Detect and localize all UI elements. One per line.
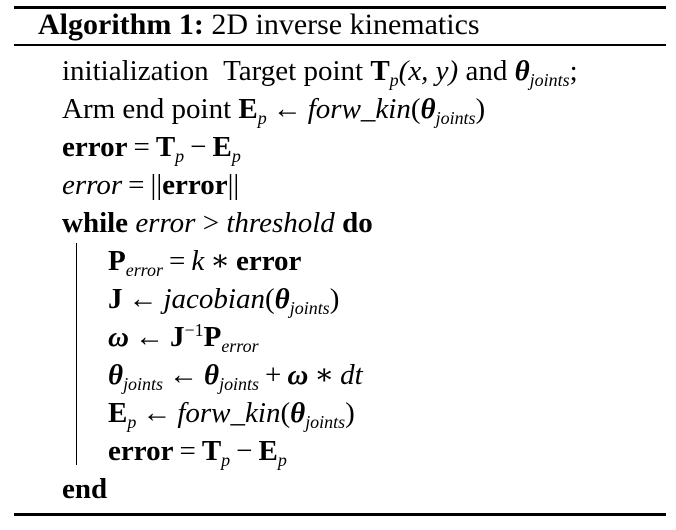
error-bold: error <box>62 131 128 163</box>
theta-symbol: θ <box>108 359 124 391</box>
close-paren: ) <box>345 397 355 429</box>
times: ∗ <box>314 359 335 391</box>
target-T: T <box>155 131 176 163</box>
loop-body-bar <box>76 243 77 465</box>
bottom-rule <box>14 513 666 516</box>
theta-symbol: θ <box>274 283 290 315</box>
J-symbol: J <box>169 321 185 353</box>
open-paren: ( <box>410 93 421 125</box>
error-bold: error <box>162 169 228 201</box>
norm-close: || <box>227 169 240 201</box>
algorithm-header <box>38 6 480 44</box>
threshold: threshold <box>226 207 335 239</box>
norm-open: || <box>150 169 163 201</box>
init-text: Target point <box>223 55 364 87</box>
left-arrow: ← <box>272 93 302 125</box>
open-paren: ( <box>280 397 291 429</box>
equals: = <box>169 245 186 277</box>
forw-kin-fn: forw_kin <box>177 397 281 429</box>
P-symbol: P <box>108 245 126 277</box>
error-sub: error <box>125 259 163 280</box>
init-keyword: initialization <box>62 55 209 87</box>
left-arrow: ← <box>134 321 164 353</box>
J-symbol: J <box>108 283 123 315</box>
inverse-sup: −1 <box>184 320 204 341</box>
arm-E: E <box>212 131 232 163</box>
equals: = <box>133 131 150 163</box>
line-jacobian <box>108 280 339 318</box>
joints-sub: joints <box>435 107 476 128</box>
times: ∗ <box>210 245 230 277</box>
joints-sub: joints <box>289 297 330 318</box>
close-paren: ) <box>475 93 486 125</box>
p-sub: p <box>127 411 137 432</box>
minus: − <box>236 435 253 467</box>
jacobian-fn: jacobian <box>163 283 265 315</box>
arm-E: E <box>258 435 278 467</box>
error-bold: error <box>235 245 302 277</box>
P-symbol: P <box>203 321 222 353</box>
arm-text: Arm end point <box>62 93 232 125</box>
line-while <box>62 204 373 242</box>
do-keyword: do <box>342 207 373 239</box>
line-omega <box>108 318 259 356</box>
plus: + <box>265 359 282 391</box>
error-italic: error <box>62 169 123 201</box>
line-p-error <box>108 242 301 280</box>
theta-symbol: θ <box>204 359 220 391</box>
line-error-update <box>108 432 287 470</box>
arm-E: E <box>108 397 128 429</box>
left-arrow: ← <box>142 397 172 429</box>
forw-kin-fn: forw_kin <box>307 93 411 125</box>
k-symbol: k <box>191 245 205 277</box>
joints-sub: joints <box>529 69 570 90</box>
theta-symbol: θ <box>420 93 436 125</box>
line-error-norm <box>62 166 239 204</box>
target-T: T <box>370 55 390 87</box>
header-rule <box>14 44 666 46</box>
p-sub: p <box>175 145 185 166</box>
algorithm-label: Algorithm 1: <box>38 8 204 41</box>
joints-sub: joints <box>219 373 260 394</box>
open-paren: ( <box>265 283 275 315</box>
algorithm-title: 2D inverse kinematics <box>211 8 480 41</box>
target-xy: (x, y) <box>398 55 459 87</box>
minus: − <box>190 131 207 163</box>
end-keyword: end <box>62 473 108 505</box>
left-arrow: ← <box>169 359 199 391</box>
target-p-sub: p <box>389 69 399 90</box>
while-keyword: while <box>62 207 129 239</box>
joints-sub: joints <box>305 411 346 432</box>
p-sub: p <box>231 145 241 166</box>
p-sub: p <box>277 449 287 470</box>
dt-symbol: dt <box>340 359 363 391</box>
omega-symbol: ω <box>287 359 309 391</box>
target-T: T <box>201 435 222 467</box>
line-initialization <box>62 52 578 90</box>
arm-p-sub: p <box>257 107 267 128</box>
line-error-vector <box>62 128 241 166</box>
theta-symbol: θ <box>514 55 530 87</box>
equals: = <box>179 435 196 467</box>
and-word: and <box>465 55 508 87</box>
line-e-update <box>108 394 355 432</box>
semicolon: ; <box>569 55 578 87</box>
line-end <box>62 470 107 508</box>
error-bold: error <box>108 435 174 467</box>
joints-sub: joints <box>123 373 164 394</box>
error-sub: error <box>221 335 259 356</box>
equals: = <box>128 169 145 201</box>
line-arm-end-point <box>62 90 485 128</box>
close-paren: ) <box>329 283 340 315</box>
p-sub: p <box>221 449 231 470</box>
greater-than: > <box>202 207 220 239</box>
theta-symbol: θ <box>290 397 306 429</box>
line-theta-update <box>108 356 363 394</box>
left-arrow: ← <box>128 283 158 315</box>
arm-E: E <box>238 93 258 125</box>
omega-symbol: ω <box>108 321 129 353</box>
error-italic: error <box>135 207 196 239</box>
